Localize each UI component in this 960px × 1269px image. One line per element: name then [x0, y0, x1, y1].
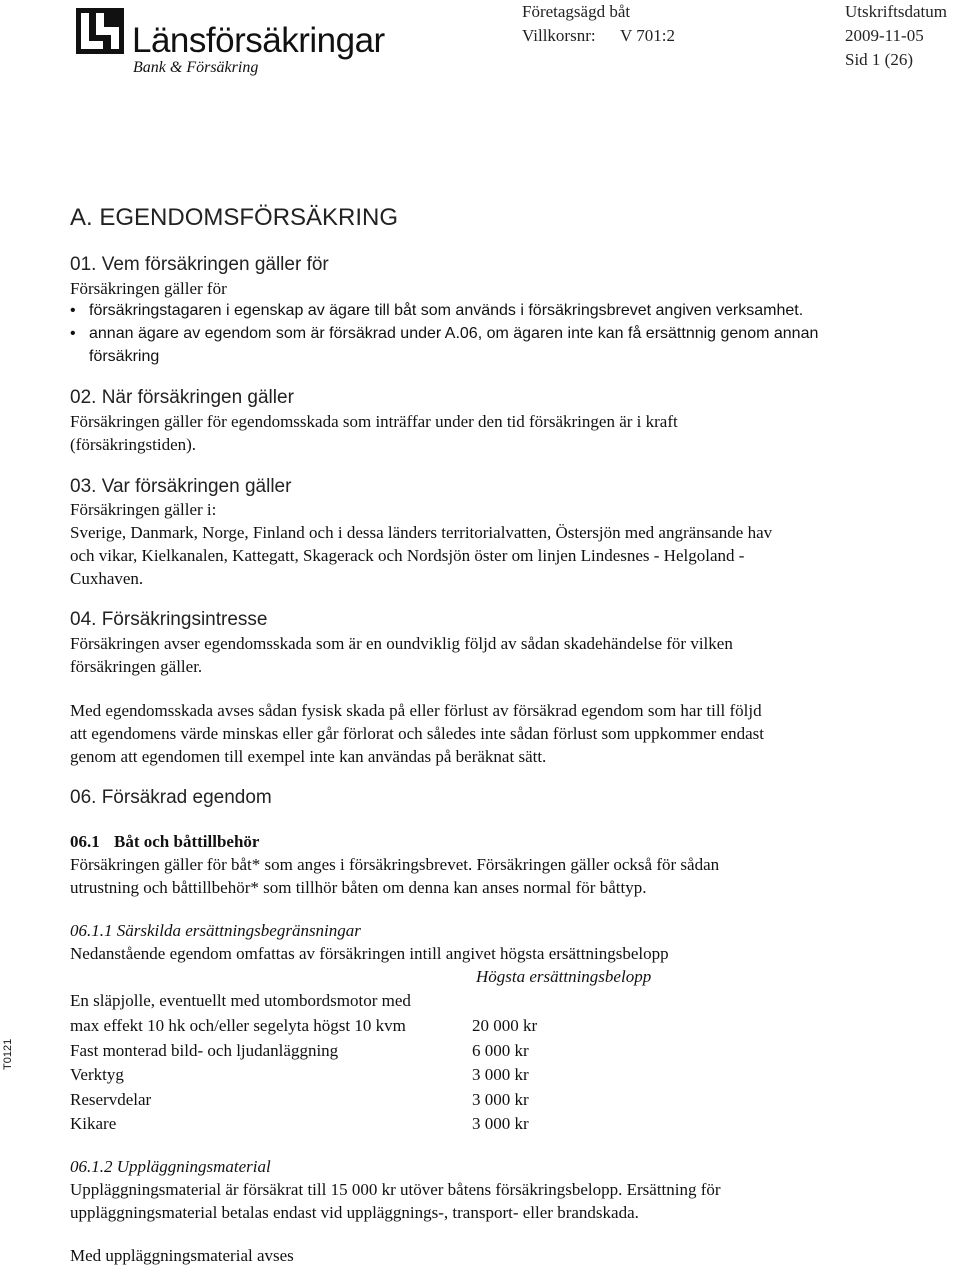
- s06-1-line2: utrustning och båttillbehör* som tillhör båten om denna kan anses normal för båttyp.: [70, 878, 647, 897]
- table-row-amount: 3 000 kr: [472, 1065, 529, 1084]
- s04-p2-line2: att egendomens värde minskas eller går förlorat och således inte sådan förlust som uppkommer endast: [70, 724, 764, 743]
- table-row-amount: 3 000 kr: [472, 1114, 529, 1133]
- table-row-item: Verktyg: [70, 1065, 124, 1084]
- s02-heading: 02. När försäkringen gäller: [70, 387, 294, 408]
- product-label: Företagsägd båt: [522, 2, 631, 21]
- s03-heading: 03. Var försäkringen gäller: [70, 476, 292, 497]
- section-title: A. EGENDOMSFÖRSÄKRING: [70, 204, 399, 231]
- s01-heading: 01. Vem försäkringen gäller för: [70, 254, 329, 275]
- table-row-item: max effekt 10 hk och/eller segelyta högst 10 kvm: [70, 1016, 406, 1035]
- s04-line2: försäkringen gäller.: [70, 657, 203, 676]
- s03-line2: och vikar, Kielkanalen, Kattegatt, Skagerack och Nordsjön öster om linjen Lindesnes - Helgoland -: [70, 546, 745, 565]
- s03-line1: Sverige, Danmark, Norge, Finland och i dessa länders territorialvatten, Östersjön med angränsande hav: [70, 523, 773, 542]
- company-logo-icon: [76, 8, 124, 54]
- s03-intro: Försäkringen gäller i:: [70, 500, 217, 519]
- terms-label: Villkorsnr:: [522, 26, 596, 45]
- s04-p2-line3: genom att egendomen till exempel inte kan användas på beräknat sätt.: [70, 747, 547, 766]
- table-row-amount: 20 000 kr: [472, 1016, 538, 1035]
- s01-intro: Försäkringen gäller för: [70, 279, 227, 298]
- company-name: Länsförsäkringar: [132, 21, 385, 60]
- s06-last-line: Med uppläggningsmaterial avses: [70, 1246, 294, 1265]
- bullet-icon: •: [70, 302, 76, 319]
- table-row-item: Kikare: [70, 1114, 117, 1133]
- s02-line2: (försäkringstiden).: [70, 435, 197, 454]
- s06-1-number: 06.1: [70, 832, 100, 851]
- s06-1-2-line2: uppläggningsmaterial betalas endast vid uppläggnings-, transport- eller brandskada.: [70, 1203, 639, 1222]
- s01-bullet2-line2: försäkring: [89, 348, 160, 365]
- table-row-amount: 6 000 kr: [472, 1041, 529, 1060]
- s06-1-2-line1: Uppläggningsmaterial är försäkrat till 15 000 kr utöver båtens försäkringsbelopp. Ersättning för: [70, 1180, 721, 1199]
- s03-line3: Cuxhaven.: [70, 569, 144, 588]
- document-code: T0121: [2, 1038, 14, 1070]
- s04-line1: Försäkringen avser egendomsskada som är en oundviklig följd av sådan skadehändelse för vilken: [70, 634, 733, 653]
- print-date: 2009-11-05: [845, 26, 924, 45]
- s06-1-1-intro: Nedanstående egendom omfattas av försäkringen intill angivet högsta ersättningsbelopp: [70, 944, 669, 963]
- s06-1-title: Båt och båttillbehör: [114, 832, 260, 851]
- table-row-item: En släpjolle, eventuellt med utombordsmotor med: [70, 991, 411, 1010]
- s01-bullet1: försäkringstagaren i egenskap av ägare till båt som används i försäkringsbrevet angiven verksamhet.: [89, 302, 804, 319]
- s06-1-line1: Försäkringen gäller för båt* som anges i försäkringsbrevet. Försäkringen gäller också för sådan: [70, 855, 720, 874]
- table-row-amount: 3 000 kr: [472, 1090, 529, 1109]
- s04-p2-line1: Med egendomsskada avses sådan fysisk skada på eller förlust av försäkrad egendom som har till följd: [70, 701, 762, 720]
- s01-bullet2-line1: annan ägare av egendom som är försäkrad under A.06, om ägaren inte kan få ersättnnig genom annan: [89, 325, 819, 342]
- table-header-amount: Högsta ersättningsbelopp: [476, 967, 652, 986]
- bullet-icon: •: [70, 325, 76, 342]
- s02-line1: Försäkringen gäller för egendomsskada som inträffar under den tid försäkringen är i kraft: [70, 412, 678, 431]
- table-row-item: Fast monterad bild- och ljudanläggning: [70, 1041, 339, 1060]
- s04-heading: 04. Försäkringsintresse: [70, 609, 268, 630]
- s06-heading: 06. Försäkrad egendom: [70, 787, 272, 808]
- table-row-item: Reservdelar: [70, 1090, 152, 1109]
- company-tagline: Bank & Försäkring: [133, 59, 259, 76]
- print-date-label: Utskriftsdatum: [845, 2, 947, 21]
- s06-1-1-heading: 06.1.1 Särskilda ersättningsbegränsningar: [70, 921, 361, 940]
- s06-1-2-heading: 06.1.2 Uppläggningsmaterial: [70, 1157, 271, 1176]
- terms-value: V 701:2: [620, 26, 675, 45]
- page-number: Sid 1 (26): [845, 50, 913, 69]
